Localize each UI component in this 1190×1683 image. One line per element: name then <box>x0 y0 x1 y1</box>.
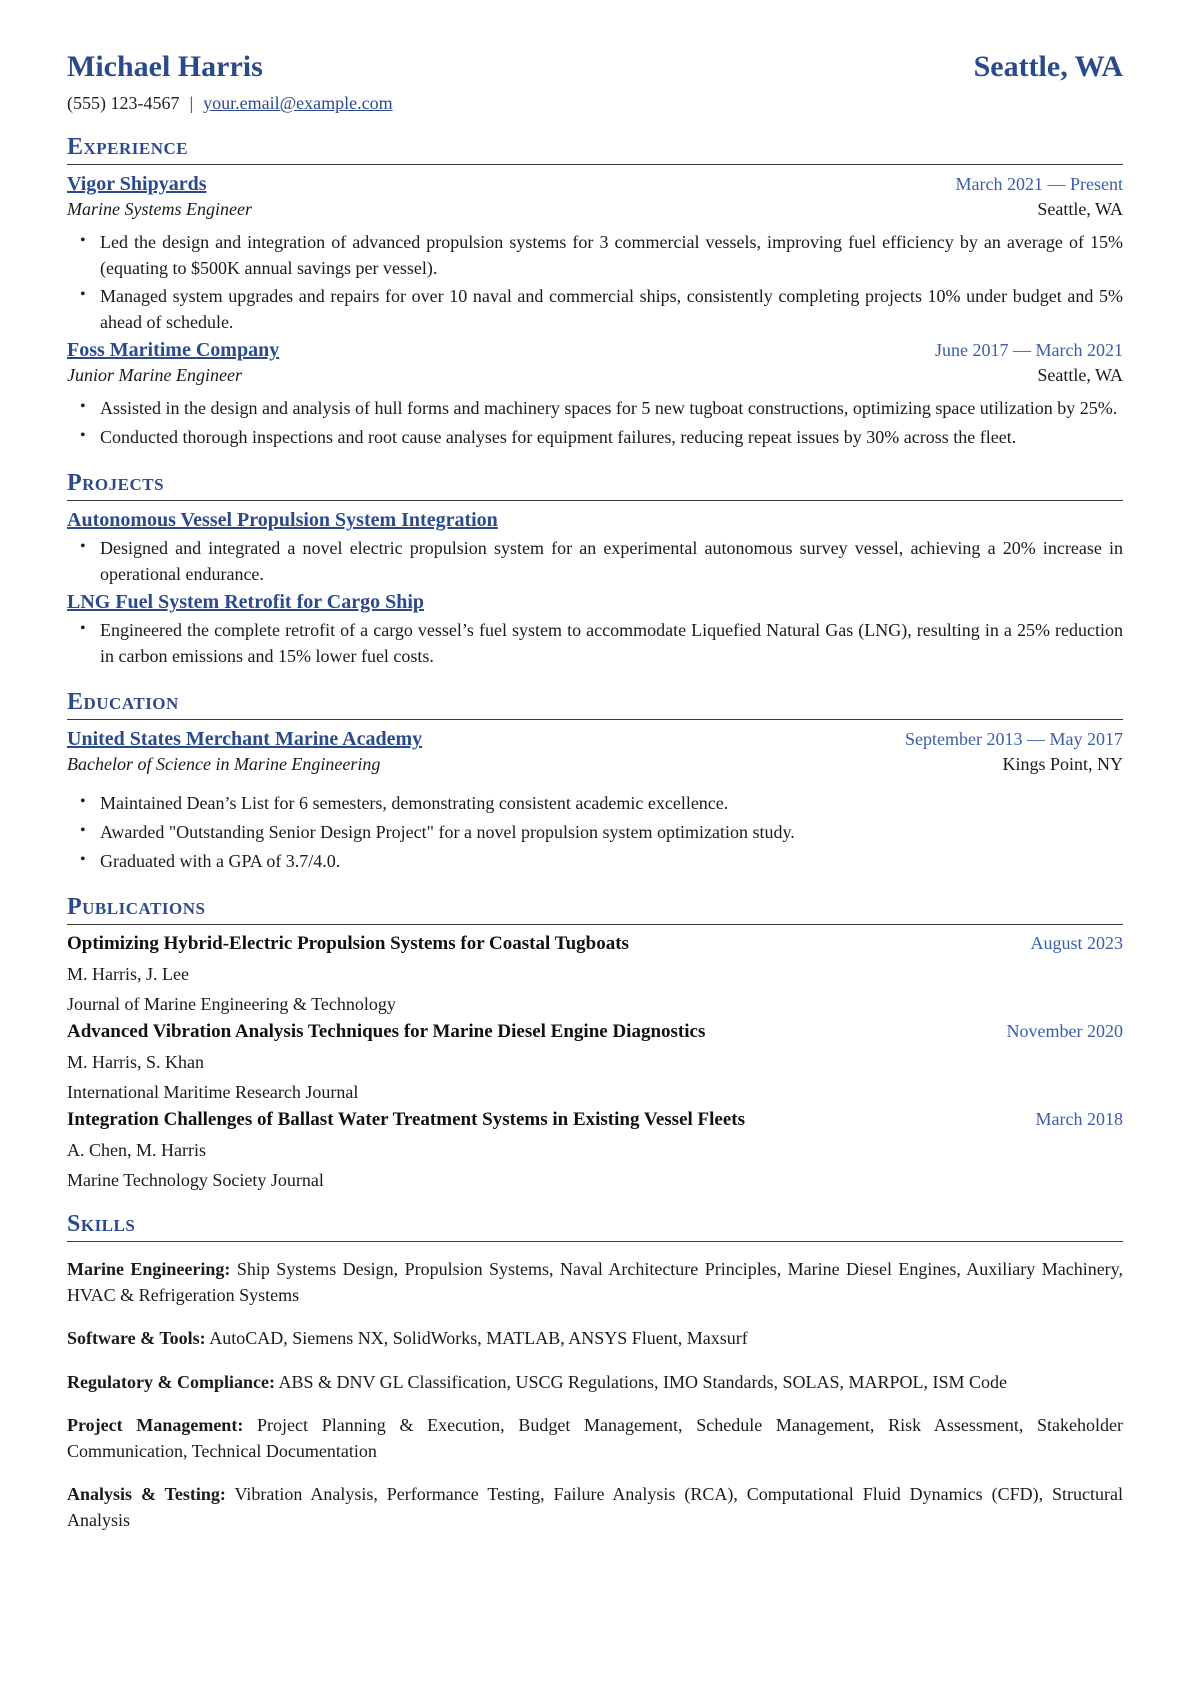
project-bullets <box>67 618 1123 669</box>
project-bullets <box>67 536 1123 587</box>
job-title: Marine Systems Engineer <box>67 199 252 219</box>
job-title: Junior Marine Engineer <box>67 365 242 386</box>
contact-separator: | <box>189 93 194 113</box>
skill-values: ABS & DNV GL Classification, USCG Regulations, IMO Standards, SOLAS, MARPOL, ISM Code <box>278 1371 1008 1392</box>
bullet-item: • Conducted thorough inspections and root cause analyses for equipment failures, reducing repeat issues by 30% across the fleet. <box>92 425 1123 451</box>
publication-date: November 2020 <box>1006 1021 1123 1042</box>
publication-title: Optimizing Hybrid-Electric Propulsion Systems for Coastal Tugboats <box>67 933 629 955</box>
degree-title: Bachelor of Science in Marine Engineering <box>67 754 381 775</box>
skill-line <box>67 1413 1123 1464</box>
education-entry <box>67 728 1123 874</box>
experience-entry <box>67 339 1123 450</box>
publication-journal: International Maritime Research Journal <box>67 1082 359 1103</box>
publication-date: August 2023 <box>1030 933 1123 954</box>
publication-title: Integration Challenges of Ballast Water Treatment Systems in Existing Vessel Fleets <box>67 1109 746 1131</box>
project-entry <box>67 591 1123 669</box>
publication-journal: Marine Technology Society Journal <box>67 1170 324 1191</box>
bullet-item: • Assisted in the design and analysis of hull forms and machinery spaces for 5 new tugboat constructions, optimizing space utilization by 25%. <box>92 396 1123 422</box>
bullet-item: • Led the design and integration of advanced propulsion systems for 3 commercial vessels, improving fuel efficiency by an average of 15% (equating to $500K annual savings per vessel). <box>92 230 1123 281</box>
experience-entry <box>67 173 1123 335</box>
header-location: Seattle, WA <box>973 50 1123 83</box>
email-link[interactable]: your.email@example.com <box>203 93 393 113</box>
experience-bullets <box>67 396 1123 450</box>
publication-authors: M. Harris, S. Khan <box>67 1052 204 1073</box>
skill-values: Vibration Analysis, Performance Testing, Failure Analysis (RCA), Computational Fluid Dynamics (CFD), Structural Analysis <box>67 1484 1123 1530</box>
job-location: Seattle, WA <box>1037 199 1123 219</box>
job-location: Seattle, WA <box>1037 365 1123 386</box>
company-link-vigor[interactable]: Vigor Shipyards <box>67 173 207 195</box>
publication-journal: Journal of Marine Engineering & Technology <box>67 994 396 1015</box>
bullet-item: • Maintained Dean’s List for 6 semesters, demonstrating consistent academic excellence. <box>92 791 1123 817</box>
skill-line <box>67 1326 1123 1352</box>
skill-category-label: Marine Engineering: <box>67 1259 231 1280</box>
education-bullets <box>67 791 1123 874</box>
skill-category-label: Project Management: <box>67 1415 244 1436</box>
person-name: Michael Harris <box>67 50 263 83</box>
section-title-publications: Publications <box>67 894 1123 925</box>
contact-row <box>67 93 1123 114</box>
section-experience <box>67 134 1123 450</box>
skill-values: AutoCAD, Siemens NX, SolidWorks, MATLAB, ANSYS Fluent, Maxsurf <box>209 1328 748 1349</box>
publication-entry <box>67 933 1123 1015</box>
bullet-item: • Designed and integrated a novel electric propulsion system for an experimental autonomous survey vessel, achieving a 20% increase in operational endurance. <box>92 536 1123 587</box>
bullet-item: • Managed system upgrades and repairs for over 10 naval and commercial ships, consistently completing projects 10% under budget and 5% ahead of schedule. <box>92 284 1123 335</box>
section-education <box>67 689 1123 874</box>
project-link-autonomous-vessel[interactable]: Autonomous Vessel Propulsion System Integration <box>67 509 498 532</box>
skill-line <box>67 1370 1123 1396</box>
skill-values: Ship Systems Design, Propulsion Systems, Naval Architecture Principles, Marine Diesel Engines, Auxiliary Machinery, HVAC & Refrigeration Systems <box>67 1259 1124 1305</box>
section-title-education: Education <box>67 689 1123 720</box>
skill-line <box>67 1257 1123 1308</box>
publication-authors: M. Harris, J. Lee <box>67 964 189 985</box>
experience-bullets <box>67 230 1123 335</box>
skill-values: Project Planning & Execution, Budget Management, Schedule Management, Risk Assessment, Stakeholder Communication, Technical Documentation <box>67 1415 1123 1461</box>
experience-dates: June 2017 — March 2021 <box>935 340 1123 361</box>
phone-number: (555) 123-4567 <box>67 93 180 113</box>
publication-title: Advanced Vibration Analysis Techniques for Marine Diesel Engine Diagnostics <box>67 1021 706 1043</box>
project-entry <box>67 509 1123 587</box>
skill-category-label: Analysis & Testing: <box>67 1484 226 1505</box>
section-title-experience: Experience <box>67 134 1123 165</box>
section-skills <box>67 1211 1123 1533</box>
school-link-usmma[interactable]: United States Merchant Marine Academy <box>67 728 423 751</box>
publication-entry <box>67 1021 1123 1103</box>
school-location: Kings Point, NY <box>1002 754 1123 775</box>
section-publications <box>67 894 1123 1191</box>
project-link-lng-retrofit[interactable]: LNG Fuel System Retrofit for Cargo Ship <box>67 591 425 614</box>
section-title-projects: Projects <box>67 470 1123 501</box>
section-projects <box>67 470 1123 669</box>
bullet-item: • Awarded "Outstanding Senior Design Project" for a novel propulsion system optimization study. <box>92 820 1123 846</box>
publication-entry <box>67 1109 1123 1191</box>
publication-authors: A. Chen, M. Harris <box>67 1140 206 1161</box>
header <box>67 50 1123 84</box>
skill-category-label: Regulatory & Compliance: <box>67 1371 275 1392</box>
bullet-item: • Engineered the complete retrofit of a cargo vessel’s fuel system to accommodate Liquefied Natural Gas (LNG), resulting in a 25% reduction in carbon emissions and 15% lower fuel costs. <box>92 618 1123 669</box>
skill-line <box>67 1482 1123 1533</box>
education-dates: September 2013 — May 2017 <box>905 729 1123 750</box>
section-title-skills: Skills <box>67 1211 1123 1242</box>
publication-date: March 2018 <box>1035 1109 1123 1130</box>
skill-category-label: Software & Tools: <box>67 1328 206 1349</box>
experience-dates: March 2021 — Present <box>955 174 1123 194</box>
bullet-item: • Graduated with a GPA of 3.7/4.0. <box>92 849 1123 875</box>
company-link-foss[interactable]: Foss Maritime Company <box>67 339 280 362</box>
